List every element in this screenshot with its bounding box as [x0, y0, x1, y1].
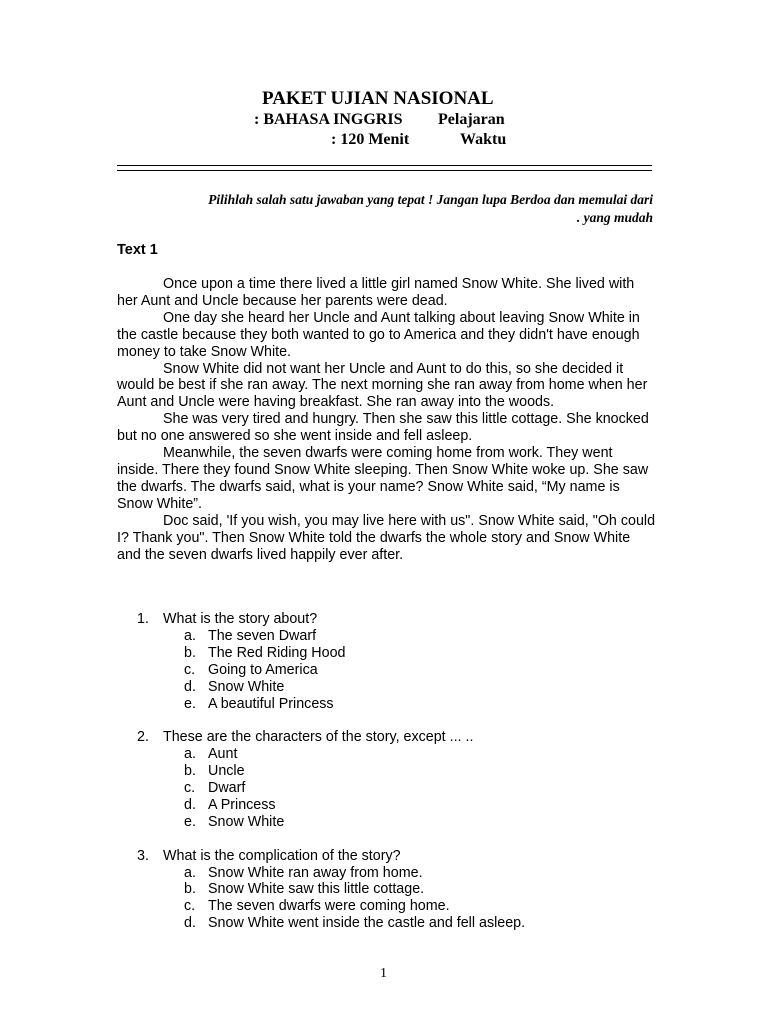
answer-option — [137, 865, 657, 882]
story-paragraph: She was very tired and hungry. Then she saw this little cottage. She knocked but no one answered so she went inside and fell asleep. — [117, 411, 649, 445]
option-text: Uncle — [208, 763, 245, 780]
option-letter: a. — [184, 864, 196, 881]
instructions-line-2: . yang mudah — [576, 210, 653, 225]
option-letter: d. — [184, 678, 196, 695]
option-text: Snow White saw this little cottage. — [208, 881, 425, 898]
option-text: The seven dwarfs were coming home. — [208, 898, 450, 915]
answer-option — [137, 662, 657, 679]
option-text: A Princess — [208, 796, 276, 813]
answer-option — [137, 881, 657, 898]
option-letter: a. — [184, 627, 196, 644]
option-letter: a. — [184, 746, 196, 763]
option-letter: b. — [184, 763, 196, 780]
instructions-line-1: Pilihlah salah satu jawaban yang tepat ! Jangan lupa Berdoa dan memulai dari — [208, 192, 653, 207]
option-text: Aunt — [208, 746, 238, 763]
answer-option — [137, 628, 657, 645]
story-paragraph: Snow White did not want her Uncle and Aunt to do this, so she decided it would be best if she ran away. The next morning she ran away from home when her Aunt and Uncle were having breakfast. She ran away into the woods. — [117, 360, 648, 411]
question-list — [137, 611, 657, 949]
answer-option — [137, 763, 657, 780]
question-1 — [137, 611, 657, 712]
subject-value: : BAHASA INGGRIS — [254, 111, 403, 128]
option-letter: e. — [184, 695, 196, 712]
option-letter: b. — [184, 644, 196, 661]
question-number: 2. — [137, 729, 149, 746]
subject-label: Pelajaran — [438, 111, 505, 128]
option-letter: d. — [184, 915, 196, 932]
option-text: Going to America — [208, 661, 318, 678]
question-3 — [137, 848, 657, 933]
option-letter: c. — [184, 780, 196, 797]
option-text: A beautiful Princess — [208, 695, 334, 712]
option-text: Dwarf — [208, 780, 246, 797]
time-value: : 120 Menit — [331, 131, 410, 148]
answer-option — [137, 898, 657, 915]
header-divider-bottom — [117, 170, 652, 171]
header-divider-top — [117, 165, 652, 166]
question-number: 3. — [137, 847, 149, 864]
answer-option — [137, 679, 657, 696]
answer-option — [137, 696, 657, 713]
question-2 — [137, 729, 657, 830]
question-text: What is the complication of the story? — [163, 847, 401, 864]
time-label: Waktu — [460, 131, 507, 148]
option-letter: c. — [184, 661, 196, 678]
story-paragraph: Meanwhile, the seven dwarfs were coming home from work. They went inside. There they found Snow White sleeping. Then Snow White woke up. She saw the dwarfs. The dwarfs said, what is your name? Snow White said, “My name is Snow White”. — [117, 445, 649, 512]
option-text: Snow White went inside the castle and fell asleep. — [208, 915, 526, 932]
story-paragraph: Doc said, 'If you wish, you may live here with us". Snow White said, "Oh could I? Thank you". Then Snow White told the dwarfs the whole story and Snow White and the seven dwarfs lived happily ever after. — [117, 512, 656, 563]
question-text: What is the story about? — [163, 611, 318, 627]
option-text: Snow White — [208, 678, 285, 695]
option-letter: d. — [184, 796, 196, 813]
text-label: Text 1 — [117, 242, 158, 258]
answer-option — [137, 746, 657, 763]
story-paragraph: One day she heard her Uncle and Aunt talking about leaving Snow White in the castle because they both wanted to go to America and they didn't have enough money to take Snow White. — [117, 309, 640, 360]
option-text: The seven Dwarf — [208, 627, 317, 644]
option-text: Snow White — [208, 813, 285, 830]
question-text: These are the characters of the story, except ... .. — [163, 729, 474, 746]
option-letter: b. — [184, 881, 196, 898]
answer-option — [137, 915, 657, 932]
page-title: PAKET UJIAN NASIONAL — [262, 88, 494, 109]
option-text: Snow White ran away from home. — [208, 864, 423, 881]
answer-option — [137, 814, 657, 831]
option-letter: c. — [184, 898, 196, 915]
question-number: 1. — [137, 611, 149, 627]
answer-option — [137, 645, 657, 662]
story-text — [117, 276, 657, 563]
page-number: 1 — [380, 966, 387, 981]
option-text: The Red Riding Hood — [208, 644, 346, 661]
answer-option — [137, 780, 657, 797]
story-paragraph: Once upon a time there lived a little girl named Snow White. She lived with her Aunt and Uncle because her parents were dead. — [117, 276, 635, 309]
option-letter: e. — [184, 813, 196, 830]
answer-option — [137, 797, 657, 814]
